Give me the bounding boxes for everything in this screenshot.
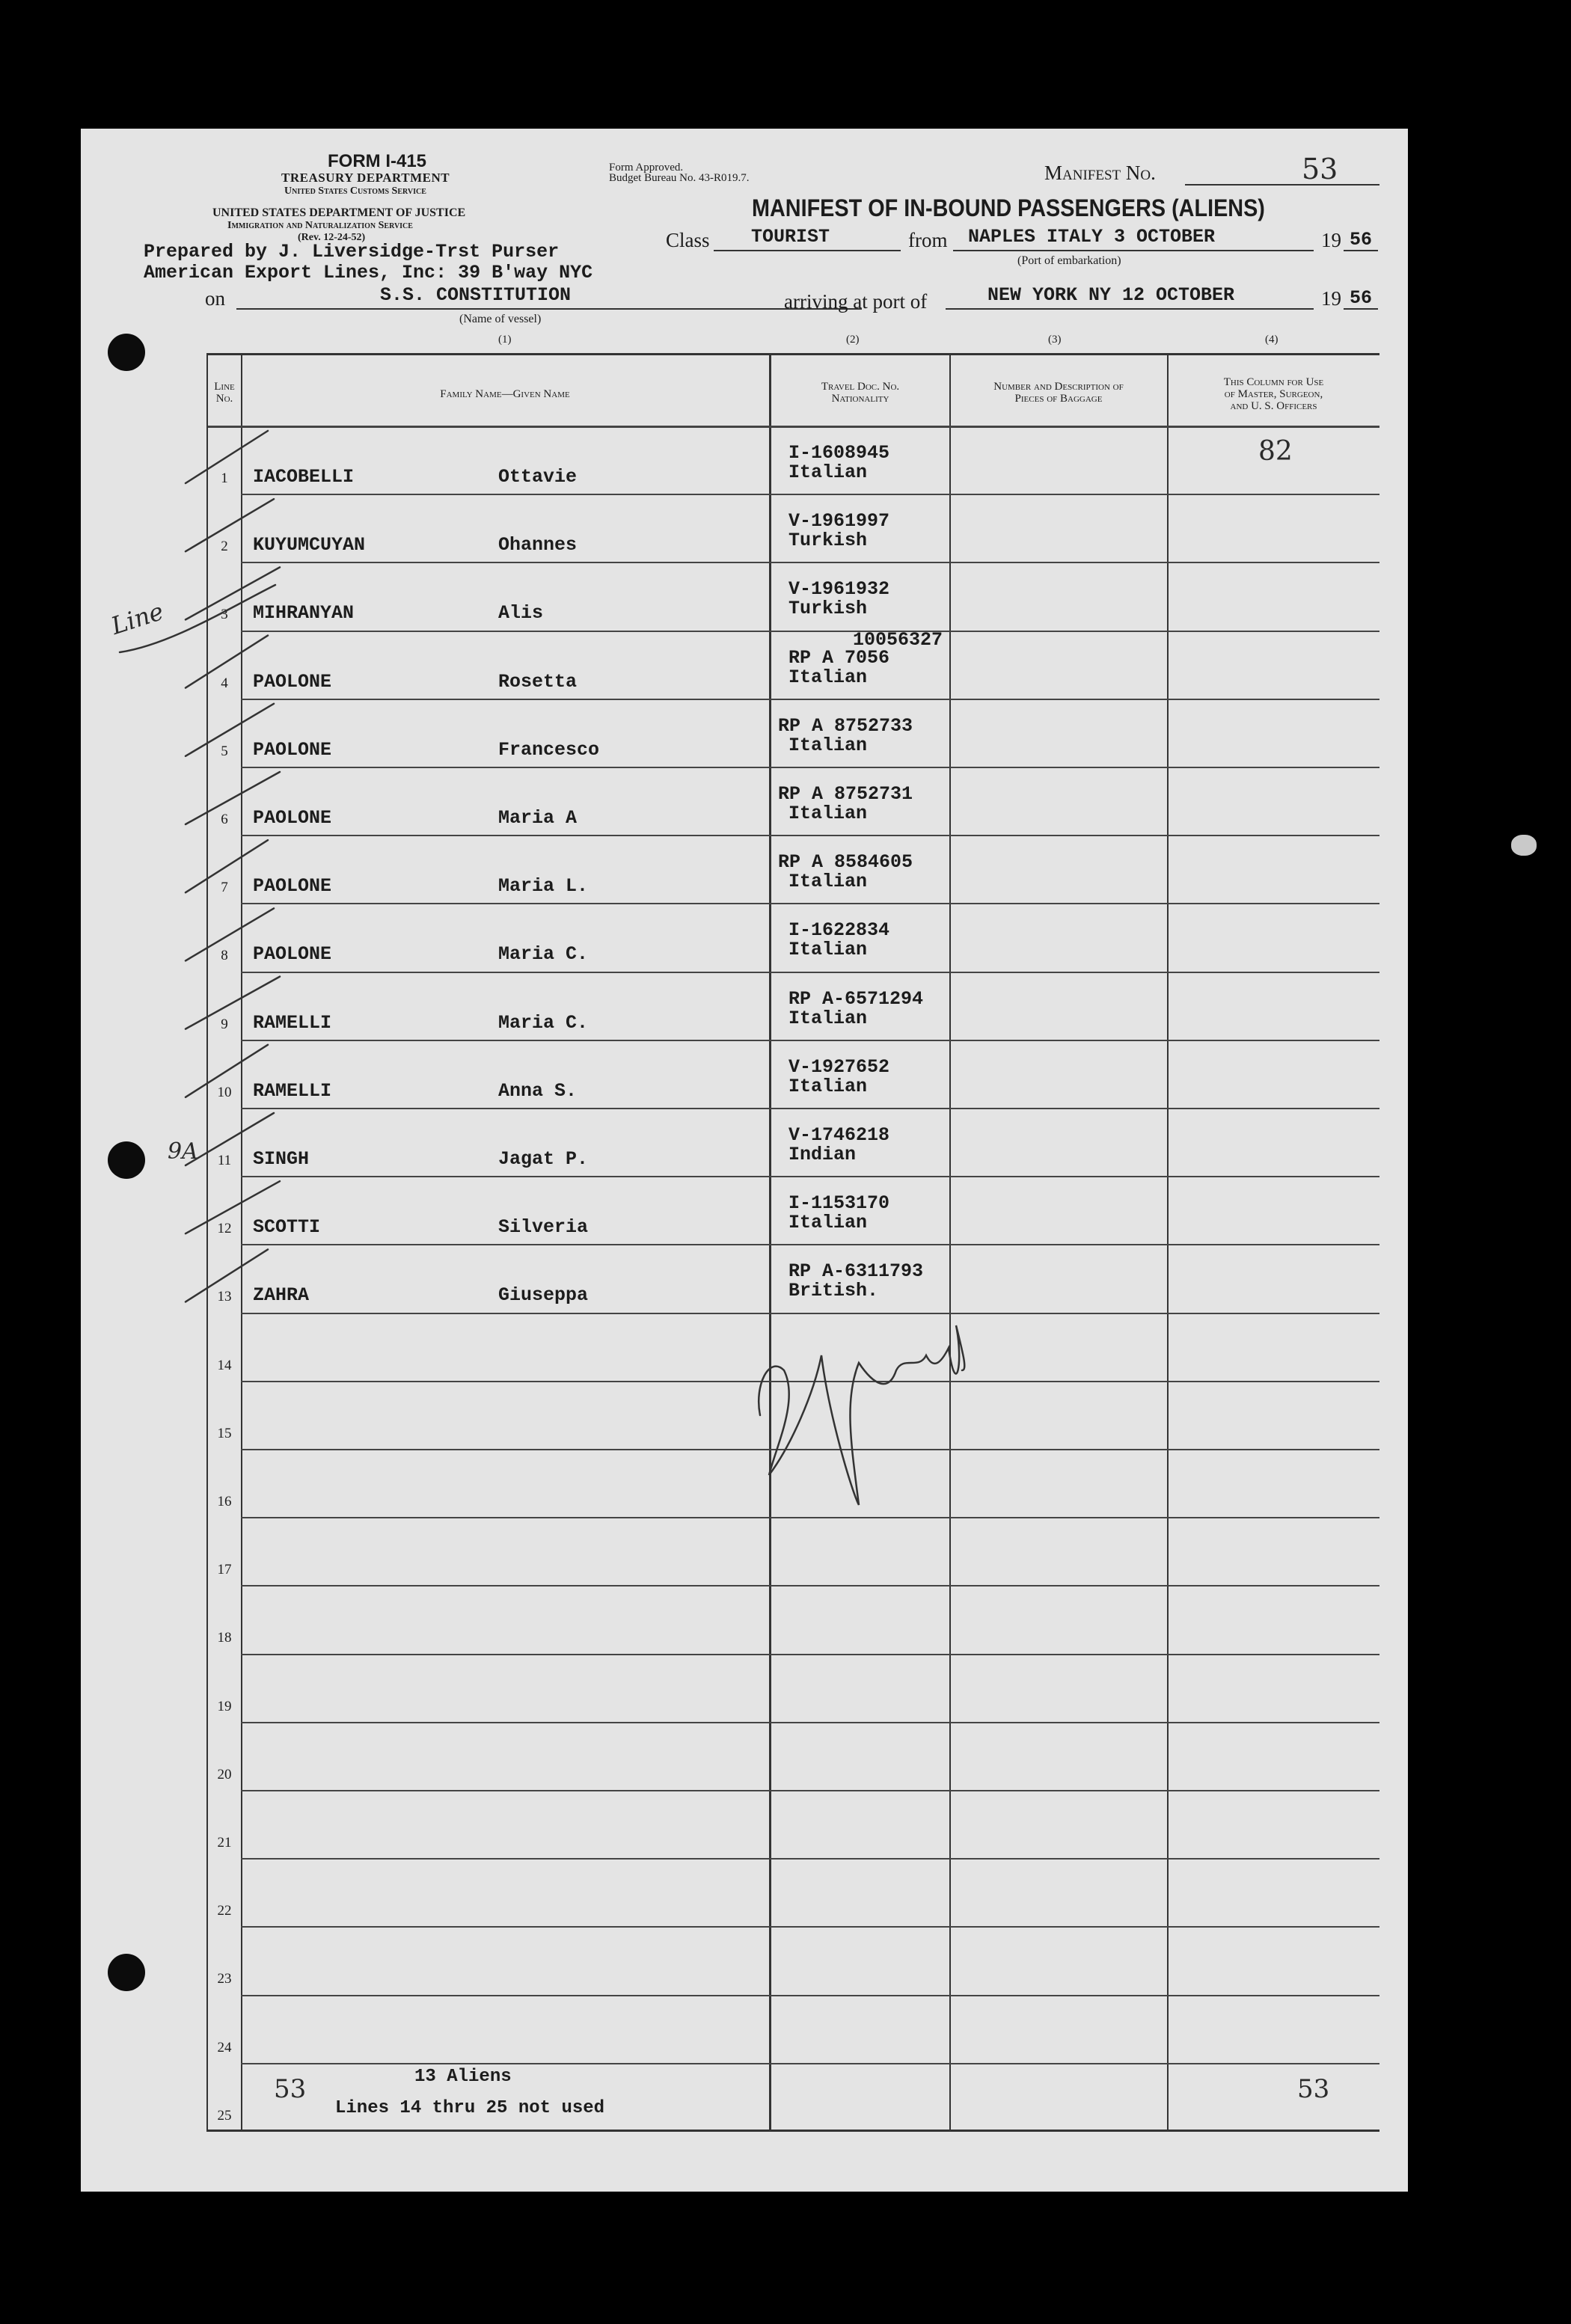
family-name: PAOLONE <box>253 670 332 693</box>
family-name: PAOLONE <box>253 738 332 761</box>
travel-doc-no: RP A-6311793 <box>788 1260 924 1283</box>
given-name: Ottavie <box>498 466 578 488</box>
line-number: 4 <box>221 675 228 691</box>
check-mark <box>186 772 280 824</box>
customs-service: United States Customs Service <box>284 186 426 197</box>
check-mark <box>186 977 280 1029</box>
travel-doc-no: RP A 7056 <box>788 646 890 669</box>
line-number: 10 <box>217 1084 232 1100</box>
given-name: Jagat P. <box>498 1148 589 1170</box>
check-mark <box>186 1249 268 1301</box>
line-number: 15 <box>217 1425 232 1441</box>
revision-date: (Rev. 12-24-52) <box>298 232 366 243</box>
check-mark <box>186 704 274 756</box>
manifest-label: Manifest No. <box>1044 162 1156 184</box>
travel-doc-no: V-1961932 <box>788 578 890 601</box>
class-label: Class <box>666 229 710 251</box>
line-number: 22 <box>217 1903 232 1919</box>
travel-doc-no: I-1608945 <box>788 442 890 464</box>
family-name: SINGH <box>253 1148 310 1170</box>
travel-doc-no: RP A 8752731 <box>778 783 913 805</box>
vessel-name: S.S. CONSTITUTION <box>380 284 572 306</box>
family-name: PAOLONE <box>253 875 332 898</box>
family-name: RAMELLI <box>253 1011 332 1034</box>
line-number: 25 <box>217 2107 232 2124</box>
line-number: 2 <box>221 539 228 555</box>
check-mark <box>186 908 274 960</box>
handwritten-marks <box>81 129 1408 2192</box>
line-number: 24 <box>217 2039 232 2055</box>
nationality: Italian <box>788 1007 868 1029</box>
given-name: Ohannes <box>498 534 578 557</box>
nationality: Turkish <box>788 598 868 620</box>
margin-note-line11: 9A <box>168 1138 198 1165</box>
strike-line3-mark <box>120 585 275 652</box>
travel-doc-no: RP A 8752733 <box>778 714 913 737</box>
nationality: Turkish <box>788 530 868 552</box>
justice-dept: UNITED STATES DEPARTMENT OF JUSTICE <box>212 206 466 219</box>
travel-doc-no: RP A 8584605 <box>778 851 913 874</box>
punch-hole-1 <box>108 334 145 371</box>
family-name: RAMELLI <box>253 1079 332 1102</box>
footer-lines-not-used: Lines 14 thru 25 not used <box>335 2098 605 2118</box>
travel-doc-no: V-1746218 <box>788 1124 890 1146</box>
check-mark <box>186 840 268 892</box>
year-1: 56 <box>1350 229 1373 251</box>
header-officers: This Column for Use of Master, Surgeon, and U. S. Officers <box>1223 376 1324 412</box>
travel-doc-no: V-1927652 <box>788 1055 890 1078</box>
ins-service: Immigration and Naturalization Service <box>227 220 413 231</box>
given-name: Maria L. <box>498 875 589 898</box>
line-number: 18 <box>217 1630 232 1646</box>
manifest-no: 53 <box>1302 153 1338 186</box>
check-mark <box>186 1045 268 1097</box>
punch-hole-2 <box>108 1141 145 1179</box>
header-line-no: Line No. <box>214 381 235 405</box>
nationality: Indian <box>788 1144 857 1165</box>
given-name: Giuseppa <box>498 1284 589 1307</box>
nationality: Italian <box>788 734 868 756</box>
given-name: Francesco <box>498 738 600 761</box>
nationality: Italian <box>788 666 868 688</box>
header-name: Family Name—Given Name <box>440 388 570 400</box>
prepared-by: Prepared by J. Liversidge-Trst Purser <box>144 241 560 263</box>
port-of-arrival: NEW YORK NY 12 OCTOBER <box>987 284 1235 306</box>
line-number: 23 <box>217 1971 232 1987</box>
form-number: FORM I-415 <box>328 151 427 171</box>
signature <box>759 1325 964 1505</box>
officer-entry: 82 <box>1258 436 1293 467</box>
footer-aliens-count: 13 Aliens <box>414 2067 512 2087</box>
line-number: 12 <box>217 1221 232 1237</box>
nationality: Italian <box>788 1212 868 1234</box>
on-label: on <box>205 287 225 310</box>
given-name: Alis <box>498 602 544 625</box>
line-number: 20 <box>217 1766 232 1782</box>
year-prefix-1: 19 <box>1321 229 1341 251</box>
given-name: Maria C. <box>498 943 589 966</box>
nationality: Italian <box>788 939 868 961</box>
given-name: Maria C. <box>498 1011 589 1034</box>
header-baggage: Number and Description of Pieces of Baggage <box>993 381 1124 405</box>
family-name: PAOLONE <box>253 943 332 966</box>
family-name: ZAHRA <box>253 1284 310 1307</box>
col-number-2: (2) <box>846 334 860 346</box>
form-approved: Form Approved. <box>609 162 684 174</box>
line-number: 9 <box>221 1016 228 1032</box>
check-mark <box>186 636 268 688</box>
family-name: PAOLONE <box>253 807 332 829</box>
line-number: 1 <box>221 470 228 486</box>
check-mark <box>186 1181 280 1233</box>
travel-doc-no: I-1622834 <box>788 919 890 942</box>
line-number: 21 <box>217 1835 232 1851</box>
check-mark <box>186 567 280 619</box>
port-embark-caption: (Port of embarkation) <box>1017 254 1121 267</box>
line-number: 3 <box>221 607 228 623</box>
speck <box>1511 835 1537 856</box>
col-number-3: (3) <box>1048 334 1062 346</box>
prepared-company: American Export Lines, Inc: 39 B'way NYC <box>144 262 593 283</box>
footer-right-number: 53 <box>1297 2074 1330 2104</box>
manifest-title: MANIFEST OF IN-BOUND PASSENGERS (ALIENS) <box>752 194 1265 221</box>
header-travel-doc: Travel Doc. No. Nationality <box>821 381 900 405</box>
budget-bureau: Budget Bureau No. 43-R019.7. <box>609 172 750 184</box>
col-number-1: (1) <box>498 334 512 346</box>
line-number: 11 <box>217 1153 232 1168</box>
treasury-dept: TREASURY DEPARTMENT <box>281 171 450 185</box>
line-number: 19 <box>217 1698 232 1714</box>
nationality: Italian <box>788 462 868 483</box>
line-number: 14 <box>217 1357 232 1373</box>
given-name: Maria A <box>498 807 578 829</box>
check-mark <box>186 1113 274 1165</box>
line-number: 6 <box>221 812 228 827</box>
check-mark <box>186 499 274 551</box>
given-name: Rosetta <box>498 670 578 693</box>
family-name: SCOTTI <box>253 1216 321 1239</box>
given-name: Anna S. <box>498 1079 578 1102</box>
from-label: from <box>908 229 948 251</box>
nationality: British. <box>788 1280 879 1302</box>
family-name: IACOBELLI <box>253 466 355 488</box>
given-name: Silveria <box>498 1216 589 1239</box>
nationality: Italian <box>788 1075 868 1097</box>
travel-doc-no: RP A-6571294 <box>788 987 924 1010</box>
class-value: TOURIST <box>751 226 830 248</box>
line-number: 5 <box>221 743 228 759</box>
line-number: 7 <box>221 880 228 896</box>
check-mark <box>186 431 268 483</box>
punch-hole-3 <box>108 1954 145 1991</box>
margin-note-line3: Line <box>107 596 168 641</box>
line-number: 17 <box>217 1562 232 1578</box>
travel-doc-no: V-1961997 <box>788 510 890 533</box>
col-number-4: (4) <box>1265 334 1278 346</box>
port-of-embarkation: NAPLES ITALY 3 OCTOBER <box>968 226 1216 248</box>
footer-left-number: 53 <box>274 2074 307 2104</box>
nationality: Italian <box>788 871 868 893</box>
family-name: MIHRANYAN <box>253 602 355 625</box>
vessel-caption: (Name of vessel) <box>459 313 542 325</box>
arriving-label: arriving at port of <box>784 290 928 313</box>
travel-doc-correction: 10056327 <box>853 628 943 651</box>
family-name: KUYUMCUYAN <box>253 534 366 557</box>
line-number: 8 <box>221 948 228 964</box>
line-number: 16 <box>217 1494 232 1509</box>
line-number: 13 <box>217 1289 232 1305</box>
year-2: 56 <box>1350 287 1373 309</box>
travel-doc-no: I-1153170 <box>788 1192 890 1215</box>
manifest-sheet <box>81 129 1408 2192</box>
nationality: Italian <box>788 803 868 824</box>
year-prefix-2: 19 <box>1321 287 1341 310</box>
